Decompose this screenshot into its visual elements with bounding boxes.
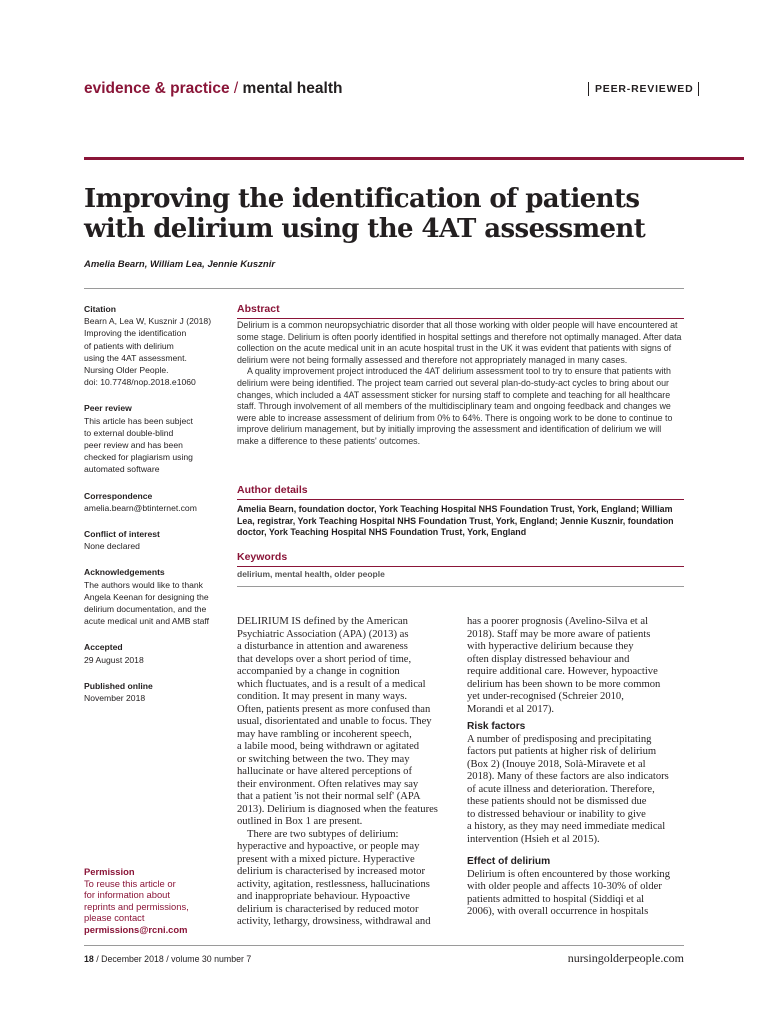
conflict-block [84, 528, 214, 552]
body-line: and inappropriate behaviour. Hypoactive [237, 891, 410, 902]
body-column-1 [237, 616, 457, 929]
correspondence-block [84, 490, 214, 514]
permission-line: please contact [84, 912, 145, 924]
author-details-rule [237, 499, 684, 500]
acknowledgements-line: Angela Keenan for designing the [84, 591, 209, 602]
accepted-date: 29 August 2018 [84, 654, 144, 665]
permission-line: for information about [84, 889, 170, 901]
body-line: has a poorer prognosis (Avelino-Silva et al [467, 616, 649, 627]
body-line: that a patient 'is not their normal self' (APA [237, 791, 421, 802]
correspondence-email[interactable]: amelia.bearn@btinternet.com [84, 502, 197, 513]
published-date: November 2018 [84, 693, 146, 704]
acknowledgements-block [84, 566, 214, 627]
body-line: delirium has been shown to be more common [467, 678, 661, 690]
keywords-heading: Keywords [237, 551, 288, 563]
article-authors: Amelia Bearn, William Lea, Jennie Kusznir [84, 259, 276, 270]
issue-volume: volume 30 number 7 [171, 954, 252, 964]
header-rule [84, 157, 744, 160]
body-line: A number of predisposing and precipitating [467, 733, 652, 745]
body-line: 2013). Delirium is diagnosed when the features [237, 803, 438, 815]
author-details-body: Amelia Bearn, foundation doctor, York Teaching Hospital NHS Foundation Trust, York, England; William Lea, registrar, York Teaching Hospital NHS Foundation Trust, York, England; Jennie Kusznir, foundation doctor, York Teaching Hospital NHS Foundation Trust, York, England [237, 504, 674, 538]
permission-block [84, 866, 214, 936]
body-line: these patients should not be dismissed due [467, 796, 647, 807]
body-line: hyperactive and hypoactive, or people may [237, 841, 420, 852]
acknowledgements-line: delirium documentation, and the [84, 604, 207, 615]
body-line: 2018). Staff may be more aware of patients [467, 628, 651, 640]
body-line: patients admitted to hospital (Siddiqi et al [467, 893, 645, 905]
body-line: a labile mood, being withdrawn or agitated [237, 741, 420, 752]
section-name: evidence & practice [84, 80, 230, 97]
peer-review-line: checked for plagiarism using [84, 452, 193, 463]
permission-line: To reuse this article or [84, 877, 176, 889]
risk-factors-heading: Risk factors [467, 721, 526, 732]
citation-line: Bearn A, Lea W, Kusznir J (2018) [84, 316, 212, 327]
permission-email[interactable]: permissions@rcni.com [84, 923, 188, 935]
acknowledgements-line: acute medical unit and AMB staff [84, 616, 209, 627]
body-line: require additional care. However, hypoactive [467, 666, 658, 677]
footer-issue-info [84, 954, 251, 964]
permission-line: reprints and permissions, [84, 900, 189, 912]
citation-line: Improving the identification [84, 328, 187, 339]
keywords-rule [237, 566, 684, 567]
peer-review-line: This article has been subject [84, 415, 193, 426]
body-line: condition. It may present in many ways. [237, 691, 408, 702]
body-line: with hyperactive delirium because they [467, 641, 634, 652]
citation-block [84, 303, 214, 388]
citation-line: of patients with delirium [84, 340, 174, 351]
body-line: Often, patients present as more confused than [237, 703, 431, 715]
citation-line: Nursing Older People. [84, 365, 169, 376]
published-heading: Published online [84, 680, 153, 691]
article-title [84, 184, 724, 244]
effect-of-delirium-heading: Effect of delirium [467, 856, 551, 867]
citation-doi[interactable]: doi: 10.7748/nop.2018.e1060 [84, 377, 196, 388]
section-topic: mental health [242, 80, 343, 97]
issue-date: December 2018 [101, 954, 164, 964]
footer-rule [84, 945, 684, 946]
peer-reviewed-badge [588, 82, 699, 96]
footer-separator: / [96, 954, 99, 964]
correspondence-heading: Correspondence [84, 490, 153, 501]
keywords-list: delirium, mental health, older people [237, 569, 385, 579]
body-line: with older people and affects 10-30% of older [467, 881, 662, 892]
footer-separator: / [166, 954, 169, 964]
body-line: activity, lethargy, drowsiness, withdrawal and [237, 916, 431, 927]
body-line: may have rambling or incoherent speech, [237, 728, 412, 740]
body-line: Psychiatric Association (APA) (2013) as [237, 628, 409, 640]
article-sidebar [84, 303, 214, 718]
conflict-line: None declared [84, 541, 140, 552]
body-line: outlined in Box 1 are present. [237, 816, 363, 827]
body-line: delirium is characterised by increased motor [237, 866, 425, 877]
keywords-bottom-rule [237, 586, 684, 587]
section-slash: / [233, 80, 239, 97]
section-title [84, 80, 342, 98]
accepted-heading: Accepted [84, 642, 123, 653]
body-line: accompanied by a change in cognition [237, 666, 400, 677]
journal-website[interactable]: nursingolderpeople.com [567, 951, 684, 965]
body-line: DELIRIUM IS defined by the American [237, 616, 408, 627]
body-line: hallucinate or have altered perceptions of [237, 766, 413, 777]
acknowledgements-line: The authors would like to thank [84, 579, 203, 590]
body-line: There are two subtypes of delirium: [247, 828, 399, 840]
body-line: 2018). Many of these factors are also indicators [467, 771, 669, 782]
peer-reviewed-label: PEER-REVIEWED [595, 82, 699, 96]
title-line: Improving the identification of patients [84, 184, 640, 214]
body-line: (Box 2) (Inouye 2018, Solà-Miravete et al [467, 758, 646, 770]
author-details-heading: Author details [237, 484, 308, 496]
body-line: 2006), with overall occurrence in hospitals [467, 906, 649, 917]
body-line: a history, as they may need immediate medical [467, 821, 666, 832]
body-line: a disturbance in attention and awareness [237, 641, 408, 652]
permission-heading: Permission [84, 866, 135, 877]
abstract-heading: Abstract [237, 303, 280, 315]
body-line: Delirium is often encountered by those working [467, 868, 670, 880]
acknowledgements-heading: Acknowledgements [84, 567, 165, 578]
abstract-body [237, 320, 684, 448]
peer-review-line: to external double-blind [84, 427, 174, 438]
body-line: delirium is characterised by reduced motor [237, 903, 419, 915]
body-line: factors put patients at higher risk of delirium [467, 746, 657, 757]
body-line: often display distressed behaviour and [467, 653, 630, 665]
conflict-heading: Conflict of interest [84, 529, 160, 540]
citation-line: using the 4AT assessment. [84, 352, 187, 363]
body-line: present with a mixed picture. Hyperactive [237, 853, 415, 865]
peer-review-line: peer review and has been [84, 440, 183, 451]
body-line: to distressed behaviour or inability to give [467, 808, 646, 820]
peer-review-block [84, 402, 214, 475]
page-number: 18 [84, 954, 94, 964]
title-line: with delirium using the 4AT assessment [84, 214, 646, 244]
abstract-paragraph: Delirium is a common neuropsychiatric disorder that all those working with older people will have encountered at some stage. Delirium is often poorly identified in hospital settings and therefore not optimally managed. After data collection on the acute medical unit in an acute hospital trust in the UK it was evident that patients with signs of delirium were not being formally assessed and therefore not appropriately managed in many cases. [237, 320, 682, 365]
body-line: of acute illness and deterioration. Therefore, [467, 783, 655, 795]
body-line: which fluctuates, and is a result of a medical [237, 678, 426, 690]
body-line: yet under-recognised (Schreier 2010, [467, 691, 624, 702]
body-line: their environment. Often relatives may say [237, 778, 419, 790]
abstract-paragraph: A quality improvement project introduced the 4AT delirium assessment tool to try to ensure that patients with delirium were being identified. The project team carried out several plan-do-study-act cycles to bring about our changes, which included a 4AT assessment sticker for nursing staff to complete and teaching for all healthcare staff. Through involvement of all members of the multidisciplinary team and ongoing feedback and changes we were able to increase assessment of delirium from 0% to 64%. There is ongoing work to be done to continue to improve delirium management, but by initially improving the assessment and identification of delirium we will make a difference to these patients' outcomes. [237, 366, 673, 446]
body-line: activity, agitation, restlessness, hallucinations [237, 878, 430, 890]
abstract-rule [237, 318, 684, 319]
peer-review-line: automated software [84, 464, 160, 475]
citation-heading: Citation [84, 304, 116, 314]
body-line: or switching between the two. They may [237, 753, 410, 765]
body-line: intervention (Hsieh et al 2015). [467, 833, 600, 845]
authors-rule [84, 288, 684, 289]
published-block [84, 680, 214, 704]
body-line: usual, disorientated and unable to focus. They [237, 716, 432, 727]
accepted-block [84, 641, 214, 665]
body-line: that develops over a short period of time, [237, 653, 412, 665]
body-column-2 [467, 616, 684, 919]
peer-review-heading: Peer review [84, 403, 132, 414]
body-line: Morandi et al 2017). [467, 703, 555, 715]
